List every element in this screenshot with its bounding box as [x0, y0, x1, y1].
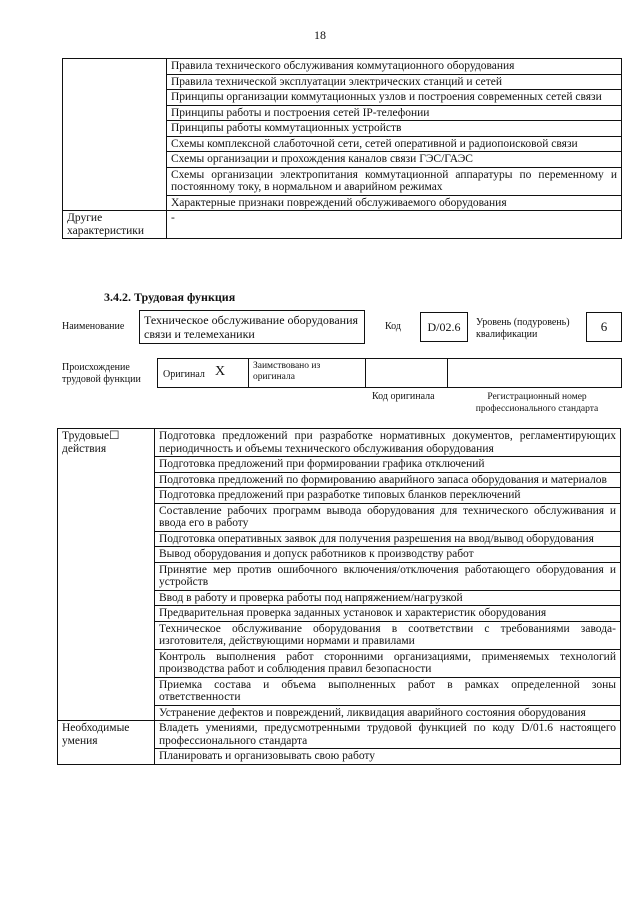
divider	[365, 358, 366, 388]
row-label: Трудовые☐ действия	[58, 429, 155, 721]
cell-text: Владеть умениями, предусмотренными трудовой функцией по коду D/01.6 настоящего профессионального стандарта	[155, 721, 621, 749]
cell-text: -	[167, 211, 622, 239]
cell-text: Схемы организации электропитания коммутационной аппаратуры по переменному и постоянному току, в нормальном и аварийном режимах	[167, 167, 622, 195]
actions-table	[57, 428, 621, 765]
action-row	[58, 429, 621, 457]
row-label: Другие характеристики	[63, 211, 167, 239]
section-title: 3.4.2. Трудовая функция	[104, 290, 236, 304]
code-label: Код	[385, 321, 401, 332]
cell-text: Предварительная проверка заданных установок и характеристик оборудования	[155, 606, 621, 622]
level-label: Уровень (подуровень) квалификации	[476, 317, 570, 340]
cell-text: Правила технической эксплуатации электрических станций и сетей	[167, 74, 622, 90]
cell-text: Подготовка предложений при разработке типовых бланков переключений	[155, 488, 621, 504]
cell-text: Техническое обслуживание оборудования в соответствии с требованиями завода-изготовителя, действующими нормами и правилами	[155, 621, 621, 649]
cell-text: Подготовка оперативных заявок для получения разрешения на ввод/вывод оборудования	[155, 531, 621, 547]
cell-text: Планировать и организовывать свою работу	[155, 749, 621, 765]
cell-text: Принципы работы и построения сетей IP-телефонии	[167, 105, 622, 121]
cell-text: Вывод оборудования и допуск работников к производству работ	[155, 547, 621, 563]
other-row	[63, 211, 622, 239]
knowledge-row	[63, 59, 622, 75]
cell-text: Схемы организации и прохождения каналов связи ГЭС/ГАЭС	[167, 152, 622, 168]
name-label: Наименование	[62, 321, 125, 332]
divider	[447, 358, 448, 388]
cell-text: Подготовка предложений при разработке нормативных документов, регламентирующих периодичность и объемы технического обслуживания оборудования	[155, 429, 621, 457]
knowledge-table	[62, 58, 622, 239]
cell-text: Принятие мер против ошибочного включения/отключения работающего оборудования и устройств	[155, 562, 621, 590]
cell-text: Подготовка предложений по формированию аварийного запаса оборудования и материалов	[155, 472, 621, 488]
function-code: D/02.6	[420, 312, 468, 342]
page-number: 18	[314, 28, 326, 42]
level-value: 6	[586, 312, 622, 342]
skill-row	[58, 721, 621, 749]
origin-box	[157, 358, 622, 388]
original-mark: X	[215, 364, 226, 379]
cell-text: Приемка состава и объема выполненных работ в рамках определенной зоны ответственности	[155, 677, 621, 705]
cell-text: Ввод в работу и проверка работы под напряжением/нагрузкой	[155, 590, 621, 606]
cell-text: Контроль выполнения работ сторонними организациями, применяемых технологий производства работ и соблюдения правил безопасности	[155, 649, 621, 677]
function-name: Техническое обслуживание оборудования связи и телемеханики	[139, 310, 365, 344]
cell-text: Характерные признаки повреждений обслуживаемого оборудования	[167, 195, 622, 211]
cell-text: Принципы организации коммутационных узлов и построения современных сетей связи	[167, 90, 622, 106]
cell-text: Устранение дефектов и повреждений, ликвидация аварийного состояния оборудования	[155, 705, 621, 721]
row-label: Необходимые умения	[58, 721, 155, 765]
borrowed-label: Заимствовано из оригинала	[253, 361, 321, 382]
cell-text: Подготовка предложений при формировании графика отключений	[155, 457, 621, 473]
original-label: Оригинал	[163, 369, 205, 380]
cell-text: Правила технического обслуживания коммутационного оборудования	[167, 59, 622, 75]
reg-number-label: Регистрационный номер профессионального стандарта	[475, 392, 599, 414]
divider	[248, 358, 249, 388]
cell-text: Принципы работы коммутационных устройств	[167, 121, 622, 137]
cell-text: Составление рабочих программ вывода оборудования для технического обслуживания и ввода его в работу	[155, 503, 621, 531]
row-label	[63, 59, 167, 211]
origin-label: Происхождение трудовой функции	[62, 362, 141, 385]
cell-text: Схемы комплексной слаботочной сети, сетей оперативной и радиопоисковой связи	[167, 136, 622, 152]
code-original-label: Код оригинала	[372, 391, 435, 402]
